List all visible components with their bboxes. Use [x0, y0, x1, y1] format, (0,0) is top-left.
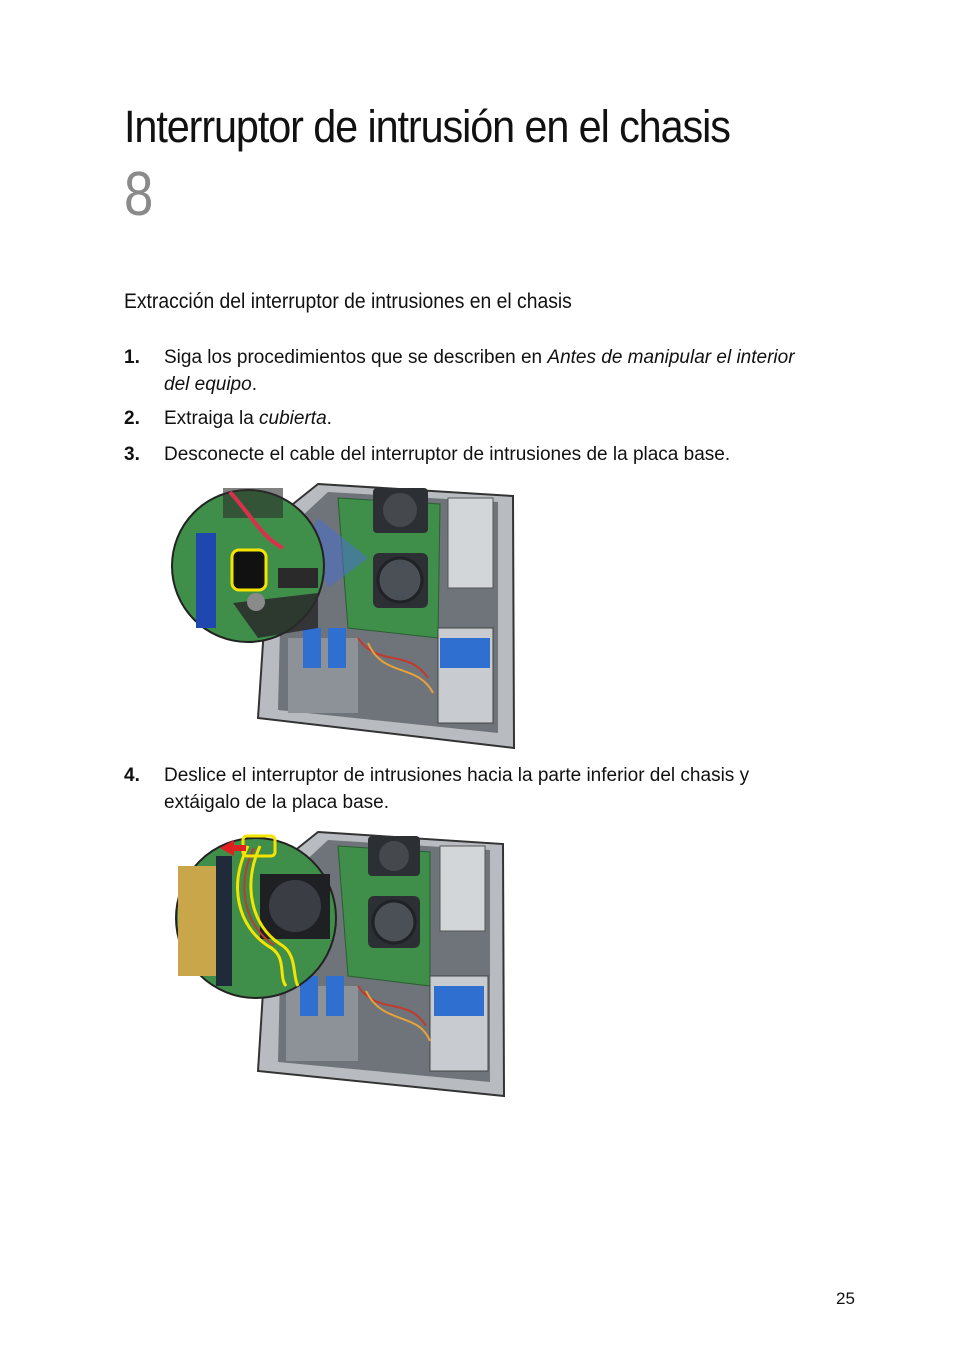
- step-text: [164, 762, 864, 816]
- step-text-part: .: [326, 408, 332, 429]
- page-number: 25: [836, 1289, 855, 1308]
- step-text-line: Deslice el interruptor de intrusiones hacia la parte inferior del chasis y: [164, 765, 750, 786]
- link-cover[interactable]: cubierta: [259, 408, 327, 429]
- chapter-title: Interruptor de intrusión en el chasis: [124, 101, 730, 152]
- figure-slide-intrusion-switch: [168, 826, 510, 1098]
- figure-disconnect-intrusion-cable: [168, 478, 518, 750]
- step-number: 3.: [124, 444, 140, 465]
- step-text: Desconecte el cable del interruptor de intrusiones de la placa base.: [164, 444, 731, 465]
- step-text-part: Extraiga la: [164, 408, 260, 429]
- step-number: 2.: [124, 408, 140, 429]
- step-number: 4.: [124, 765, 140, 786]
- chapter-number: 8: [124, 160, 154, 229]
- link-before-working-cont[interactable]: del equipo: [164, 374, 252, 395]
- step-text-part: .: [251, 374, 257, 395]
- step-text: [164, 405, 864, 432]
- step-number: 1.: [124, 347, 140, 368]
- step-text: [164, 344, 864, 398]
- link-before-working[interactable]: Antes de manipular el interior: [547, 347, 795, 368]
- step-text-line: extáigalo de la placa base.: [164, 792, 389, 813]
- step-text-part: Siga los procedimientos que se describen en: [164, 347, 548, 368]
- section-heading: Extracción del interruptor de intrusiones en el chasis: [124, 290, 572, 313]
